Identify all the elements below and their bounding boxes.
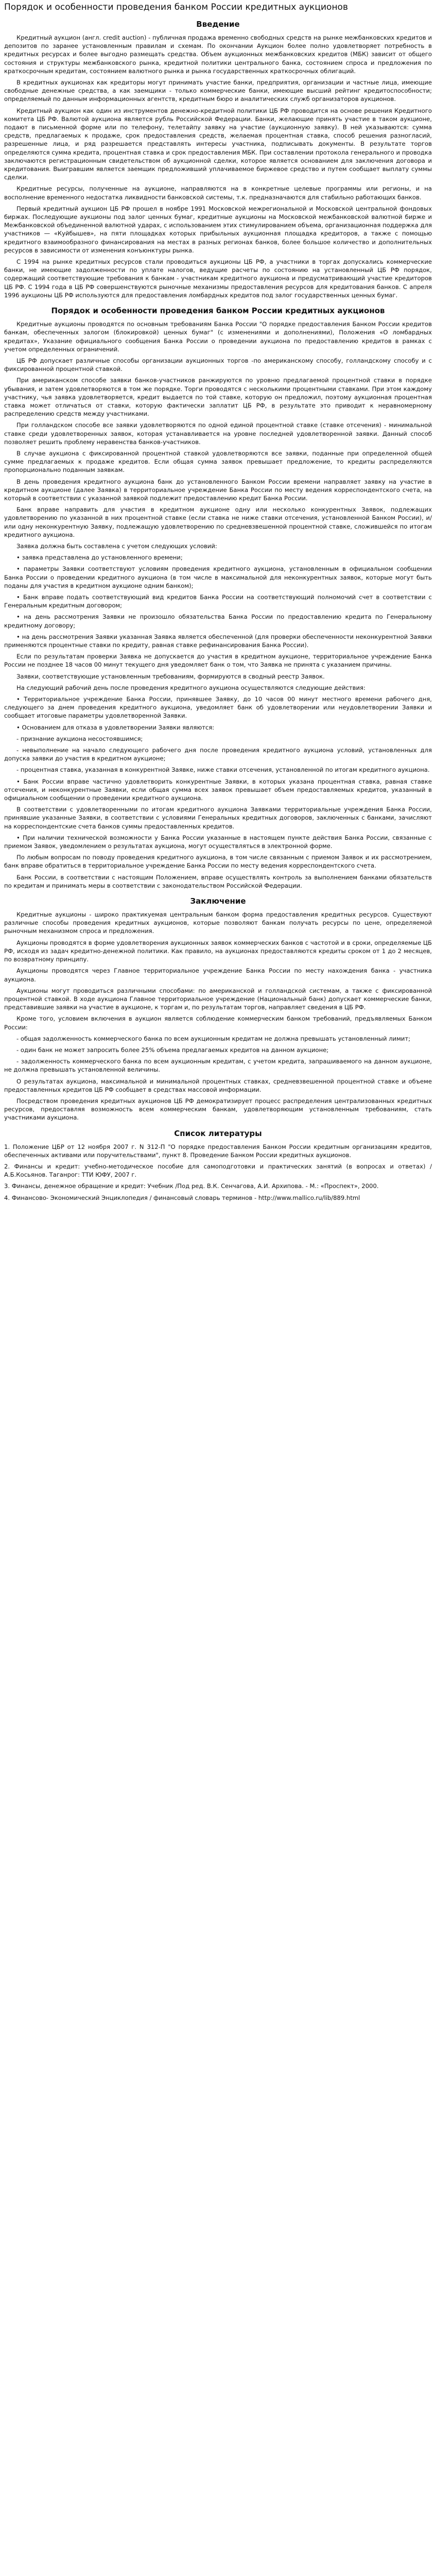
paragraph: - задолженность коммерческого банка по всем аукционным кредитам, с учетом кредита, запрашиваемого на данном аукционе, не должна превышать установленной величины. <box>4 1058 432 1074</box>
paragraph: ЦБ РФ допускает различные способы организации аукционных торгов -по американскому способу, голландскому способу и с фиксированной процентной ставкой. <box>4 357 432 373</box>
reference-item: 3. Финансы, денежное обращение и кредит: Учебник /Под ред. В.К. Сенчагова, А.И. Архипова. - М.: «Проспект», 2000. <box>4 1182 379 1190</box>
paragraph: Банк вправе направить для участия в кредитном аукционе одну или несколько конкурентных Заявок, подлежащих удовлетворению по указанной в них процентной ставке (если ставка не ниже ставки отсечения, установленной Банком России), и/или одну неконкурентную Заявку, подлежащую удовлетворению по средневзвешенной процентной ставке, сложившейся по итогам кредитного аукциона. <box>4 506 432 538</box>
paragraph: • При наличии технической возможности у Банка России указанные в настоящем пункте действия Банка России, связанные с приемом Заявок, уведомлением о результатах аукциона, могут осуществляться в электронной форме. <box>4 834 432 850</box>
paragraph: Заявки, соответствующие установленным требованиям, формируются в сводный реестр Заявок. <box>16 672 325 680</box>
paragraph: • Основанием для отказа в удовлетворении Заявки являются: <box>16 723 215 731</box>
section-heading: Список литературы <box>174 1128 262 1138</box>
paragraph: - общая задолженность коммерческого банка по всем аукционным кредитам не должна превышать установленный лимит; <box>16 1035 411 1042</box>
reference-item: 4. Финансово- Экономический Энциклопедия / финансовый словарь терминов - http://www.mallico.ru/lib/889.html <box>4 1194 360 1201</box>
paragraph: Кредитный аукцион как один из инструментов денежно-кредитной политики ЦБ РФ проводится на основе решения Кредитного комитета ЦБ РФ. Валютой аукциона является рубль Российской Федерации. Банки, желающие принять участие в таком аукционе, подают в письменной форме или по телефону, телетайпу заявку на участие (аукционную заявку). В ней указываются: сумма средств, предлагаемых к продаже, срок предоставления средств, желаемая процентная ставка, способ решения разногласий, разрешенные лица, и ряд разрешается представлять интересы участника, подписывать документы. В результате торгов определяются сумма кредита, процентная ставка и срок предоставления МБК. При составлении протокола генерального и проводка заключаются регистрационным свидетельством об аукционной сделки, которое является основанием для заключения договора и кредитования. Выигравшим является заемщик предложивший уплачиваемое биржевое средство и путем сообщает выплату суммы сделки. <box>4 107 432 181</box>
paragraph: При голландском способе все заявки удовлетворяются по одной единой процентной ставке (ставке отсечения) - минимальной ставке среди удовлетворенных заявок, которая устанавливается на уровне последней удовлетворенной заявки. Данный способ позволяет решить проблему неравенства банков-участников. <box>4 421 432 446</box>
paragraph: Первый кредитный аукцион ЦБ РФ прошел в ноябре 1991 Московской межрегиональной и Московской центральной фондовых биржах. Последующие аукционы под залог ценных бумаг, кредитные аукционы на Московской межбанковской валютной бирже и Межбанковской объединенной валютной ударах, с использованием этих стимулированием объема, организационная поддержка для участников — «Куйбышев», на пяти площадках которых прибыльных аукционная площадка кредиторов, а также с помощью кредитного взаимообразного финансирования на местах в разных регионах банков, более большое количество и дополнительных ресурсов в зависимости от изменения конъюнктуры рынка. <box>4 205 432 254</box>
paragraph: О результатах аукциона, максимальной и минимальной процентных ставках, средневзвешенной процентной ставке и объеме предоставленных кредитов ЦБ РФ сообщает в средствах массовой информации. <box>4 1077 432 1093</box>
paragraph: • заявка представлена до установленного времени; <box>16 554 183 562</box>
paragraph: Кредитные аукционы проводятся по основным требованиям Банка России "О порядке предоставления Банком России кредитов банкам, обеспеченных залогом (блокировкой) ценных бумаг" (с изменениями и дополнениями), Положения «О ломбардных кредитах», Указание официального сообщения Банка России о проведении аукциона по предоставлению кредитов в рамках с учетом определенных ограничений. <box>4 320 432 353</box>
paragraph: • Банк вправе подать соответствующий вид кредитов Банка России на соответствующий полномочий счет в соответствии с Генеральным кредитным договором; <box>4 593 432 609</box>
reference-list <box>4 1143 432 1202</box>
paragraph: Банк России, в соответствии с настоящим Положением, вправе осуществлять контроль за выполнением банками обязательств по кредитам и принимать меры в соответствии с законодательством Российской Федерации. <box>4 873 432 889</box>
paragraph: В кредитных аукционах как кредиторы могут принимать участие банки, предприятия, организации и частные лица, имеющие свободные денежные средства, а как заемщики - только коммерческие банки, имеющие высший рейтинг кредитоспособности; определяемый по данным информационных агентств, кредитным бюро и аналитических служб организаторов аукционов. <box>4 79 432 103</box>
section-heading: Заключение <box>190 896 246 906</box>
paragraph: Аукционы проводятся в форме удовлетворения аукционных заявок коммерческих банков с частотой и в сроки, определяемые ЦБ РФ, исходя из задач кредитно-денежной политики. Как правило, на аукционах предоставляются кредиты сроком от 1 до 2 месяцев, по возвратному принципу. <box>4 939 432 963</box>
paragraph: Кроме того, условием включения в аукцион является соблюдение коммерческим банком требований, предъявляемых Банком России: <box>4 1015 432 1031</box>
section-procedure <box>4 306 432 890</box>
paragraph: В соответствии с удовлетворенными по итогам кредитного аукциона Заявками территориальные учреждения Банка России, принявшие указанные Заявки, в соответствии с условиями Генеральных кредитных договоров, заключенных с банками, зачисляют на корреспондентские счета банков суммы предоставленных кредитов. <box>4 806 432 830</box>
paragraph: - признание аукциона несостоявшимся; <box>16 735 143 742</box>
paragraph: С 1994 на рынке кредитных ресурсов стали проводиться аукционы ЦБ РФ, а участники в торгах допускались коммерческие банки, не имеющие задолженности по уплате налогов, ведущие расчеты по состоянию на установленный ЦБ РФ порядок, содержащий соответствующие требования к банкам - участникам кредитного аукциона и предусматривающий участие кредиторов ЦБ РФ. С 1994 года в ЦБ РФ совершенствуются рыночные механизмы предоставления ресурсов для кредитования банков. С апреля 1996 аукционы ЦБ РФ используются для предоставления ломбардных кредитов под залог государственных ценных бумаг. <box>4 258 432 299</box>
section-introduction <box>4 19 432 299</box>
paragraph: - один банк не может запросить более 25% объема предлагаемых кредитов на данном аукционе; <box>16 1046 329 1054</box>
reference-item: 1. Положение ЦБР от 12 ноября 2007 г. N 312-П "О порядке предоставления Банком России кредитным организациям кредитов, обеспеченных активами или поручительствами", пункт 8. Проведение Банком России кредитных аукционов. <box>4 1143 432 1159</box>
paragraph: В день проведения кредитного аукциона банк до установленного Банком России времени направляет заявку на участие в кредитном аукционе (далее Заявка) в территориальное учреждение Банка России по месту ведения корреспондентского счета, на который в соответствии с указанной заявкой подлежит предоставлению кредит Банка России. <box>4 478 432 502</box>
section-conclusion <box>4 896 432 1122</box>
paragraph: Кредитные ресурсы, полученные на аукционе, направляются на в конкретные целевые программы или регионы, и на восполнение временного недостатка ликвидности банковской системы, т.к. предназначаются для стабильно работающих банков. <box>4 185 432 201</box>
section-references <box>4 1128 432 1202</box>
paragraph: Кредитные аукционы - широко практикуемая центральным банком форма предоставления кредитных ресурсов. Существуют различные способы проведения кредитных аукционов, которые позволяют банкам получать ресурсы по цене, определяемой рыночным механизмом спроса и предложения. <box>4 911 432 935</box>
paragraph: • параметры Заявки соответствуют условиям проведения кредитного аукциона, установленным в официальном сообщении Банка России о проведении кредитного аукциона (в том числе в максимальной для неконкурентных заявок, которые могут быть поданы для участия в кредитном аукционе одним банком); <box>4 565 432 589</box>
paragraph: На следующий рабочий день после проведения кредитного аукциона осуществляются следующие действия: <box>16 684 365 691</box>
reference-item: 2. Финансы и кредит: учебно-методическое пособие для самоподготовки и практических занятий (в вопросах и ответах) / А.Б.Косьянов. Таганрог: ТТИ ЮФУ, 2007 г. <box>4 1162 432 1179</box>
paragraph: Если по результатам проверки Заявка не допускается до участия в кредитном аукционе, территориальное учреждение Банка России не позднее 18 часов 00 минут текущего дня уведомляет банк о том, что Заявка не принята с указанием причины. <box>4 653 432 669</box>
paragraph: • на день рассмотрения Заявки не произошло обязательства Банка России по предоставлению кредита по Генеральному кредитному договору; <box>4 613 432 629</box>
section-heading: Введение <box>196 20 240 29</box>
paragraph: - процентная ставка, указанная в конкурентной Заявке, ниже ставки отсечения, установленной по итогам кредитного аукциона. <box>16 766 430 774</box>
paragraph: • на день рассмотрения Заявки указанная Заявка является обеспеченной (для проверки обеспеченности неконкурентной Заявки применяются процентные ставки по кредиту, равная ставке рефинансирования Банка России). <box>4 633 432 649</box>
paragraph: При американском способе заявки банков-участников ранжируются по уровню предлагаемой процентной ставки в порядке убывания, и затем удовлетворяются в том же порядке. Торги проводятся с несколькими процентными ставками. При этом каждому участнику, чья заявка удовлетворяется, кредит выдается по той ставке, которую он предложил, поэтому аукционная процентная ставка может отличаться от ставки, которую фактически заплатит ЦБ РФ, в результате это приводит к неравномерному распределению средств между участниками. <box>4 377 432 418</box>
paragraph: Кредитный аукцион (англ. credit auction) - публичная продажа временно свободных средств на рынке межбанковских кредитов и депозитов по заранее установленным правилам и схемам. По окончании Аукцион более полно удовлетворяет потребность в кредитных ресурсах и более выгодно размещать средства. Объем аукционных межбанковских кредитов (МБК) зависит от общего состояния и структуры межбанковского рынка, кредитной политики центрального банка, состоянием спроса и предложения по краткосрочным кредитам, состоянием валютного рынка и рынка государственных краткосрочных облигаций. <box>4 34 432 75</box>
paragraph: По любым вопросам по поводу проведения кредитного аукциона, в том числе связанным с приемом Заявок и их рассмотрением, банк вправе обратиться в территориальное учреждение Банка России по месту ведения корреспондентского счета. <box>4 854 432 870</box>
paragraph: - невыполнение на начало следующего рабочего дня после проведения кредитного аукциона условий, установленных для допуска заявки до участия в кредитном аукционе; <box>4 747 432 762</box>
paragraph: Аукционы проводятся через Главное территориальное учреждение Банка России по месту нахождения банка - участника аукциона. <box>4 967 432 983</box>
paragraph: • Банк России вправе частично удовлетворить конкурентные Заявки, в которых указана процентная ставка, равная ставке отсечения, и неконкурентные Заявки, если общая сумма всех заявок превышает объем предоставляемых кредитов, указанный в официальном сообщении о проведении кредитного аукциона. <box>4 777 432 802</box>
document-page <box>0 0 436 1215</box>
paragraph: Посредством проведения кредитных аукционов ЦБ РФ демократизирует процесс распределения централизованных кредитных ресурсов, предоставляя возможность всем коммерческим банкам, удовлетворяющим установленным требованиям, стать участниками аукциона. <box>4 1097 432 1122</box>
paragraph: Аукционы могут проводиться различными способами: по американской и голландской системам, а также с фиксированной процентной ставкой. В ходе аукциона Главное территориальное учреждение (Национальный банк) допускает коммерческие банки, представившие заявки на участие в аукционе, к торгам и, по результатам торгов, направляет сведения в ЦБ РФ. <box>4 987 432 1011</box>
page-title: Порядок и особенности проведения банком России кредитных аукционов <box>4 2 348 12</box>
paragraph: • Территориальное учреждение Банка России, принявшее Заявку, до 10 часов 00 минут местного времени рабочего дня, следующего за днем проведения кредитного аукциона, уведомляет банк об удовлетворении или неудовлетворении Заявки и сообщает итоговые параметры удовлетворенной Заявки. <box>4 696 432 720</box>
paragraph: В случае аукциона с фиксированной процентной ставкой удовлетворяются все заявки, поданные при определенной общей сумме предлагаемых к продаже кредитов. Если общая сумма заявок превышает предложение, то кредиты распределяются пропорционально поданным заявкам. <box>4 449 432 474</box>
section-heading: Порядок и особенности проведения банком России кредитных аукционов <box>51 306 385 316</box>
paragraph: Заявка должна быть составлена с учетом следующих условий: <box>16 542 217 550</box>
